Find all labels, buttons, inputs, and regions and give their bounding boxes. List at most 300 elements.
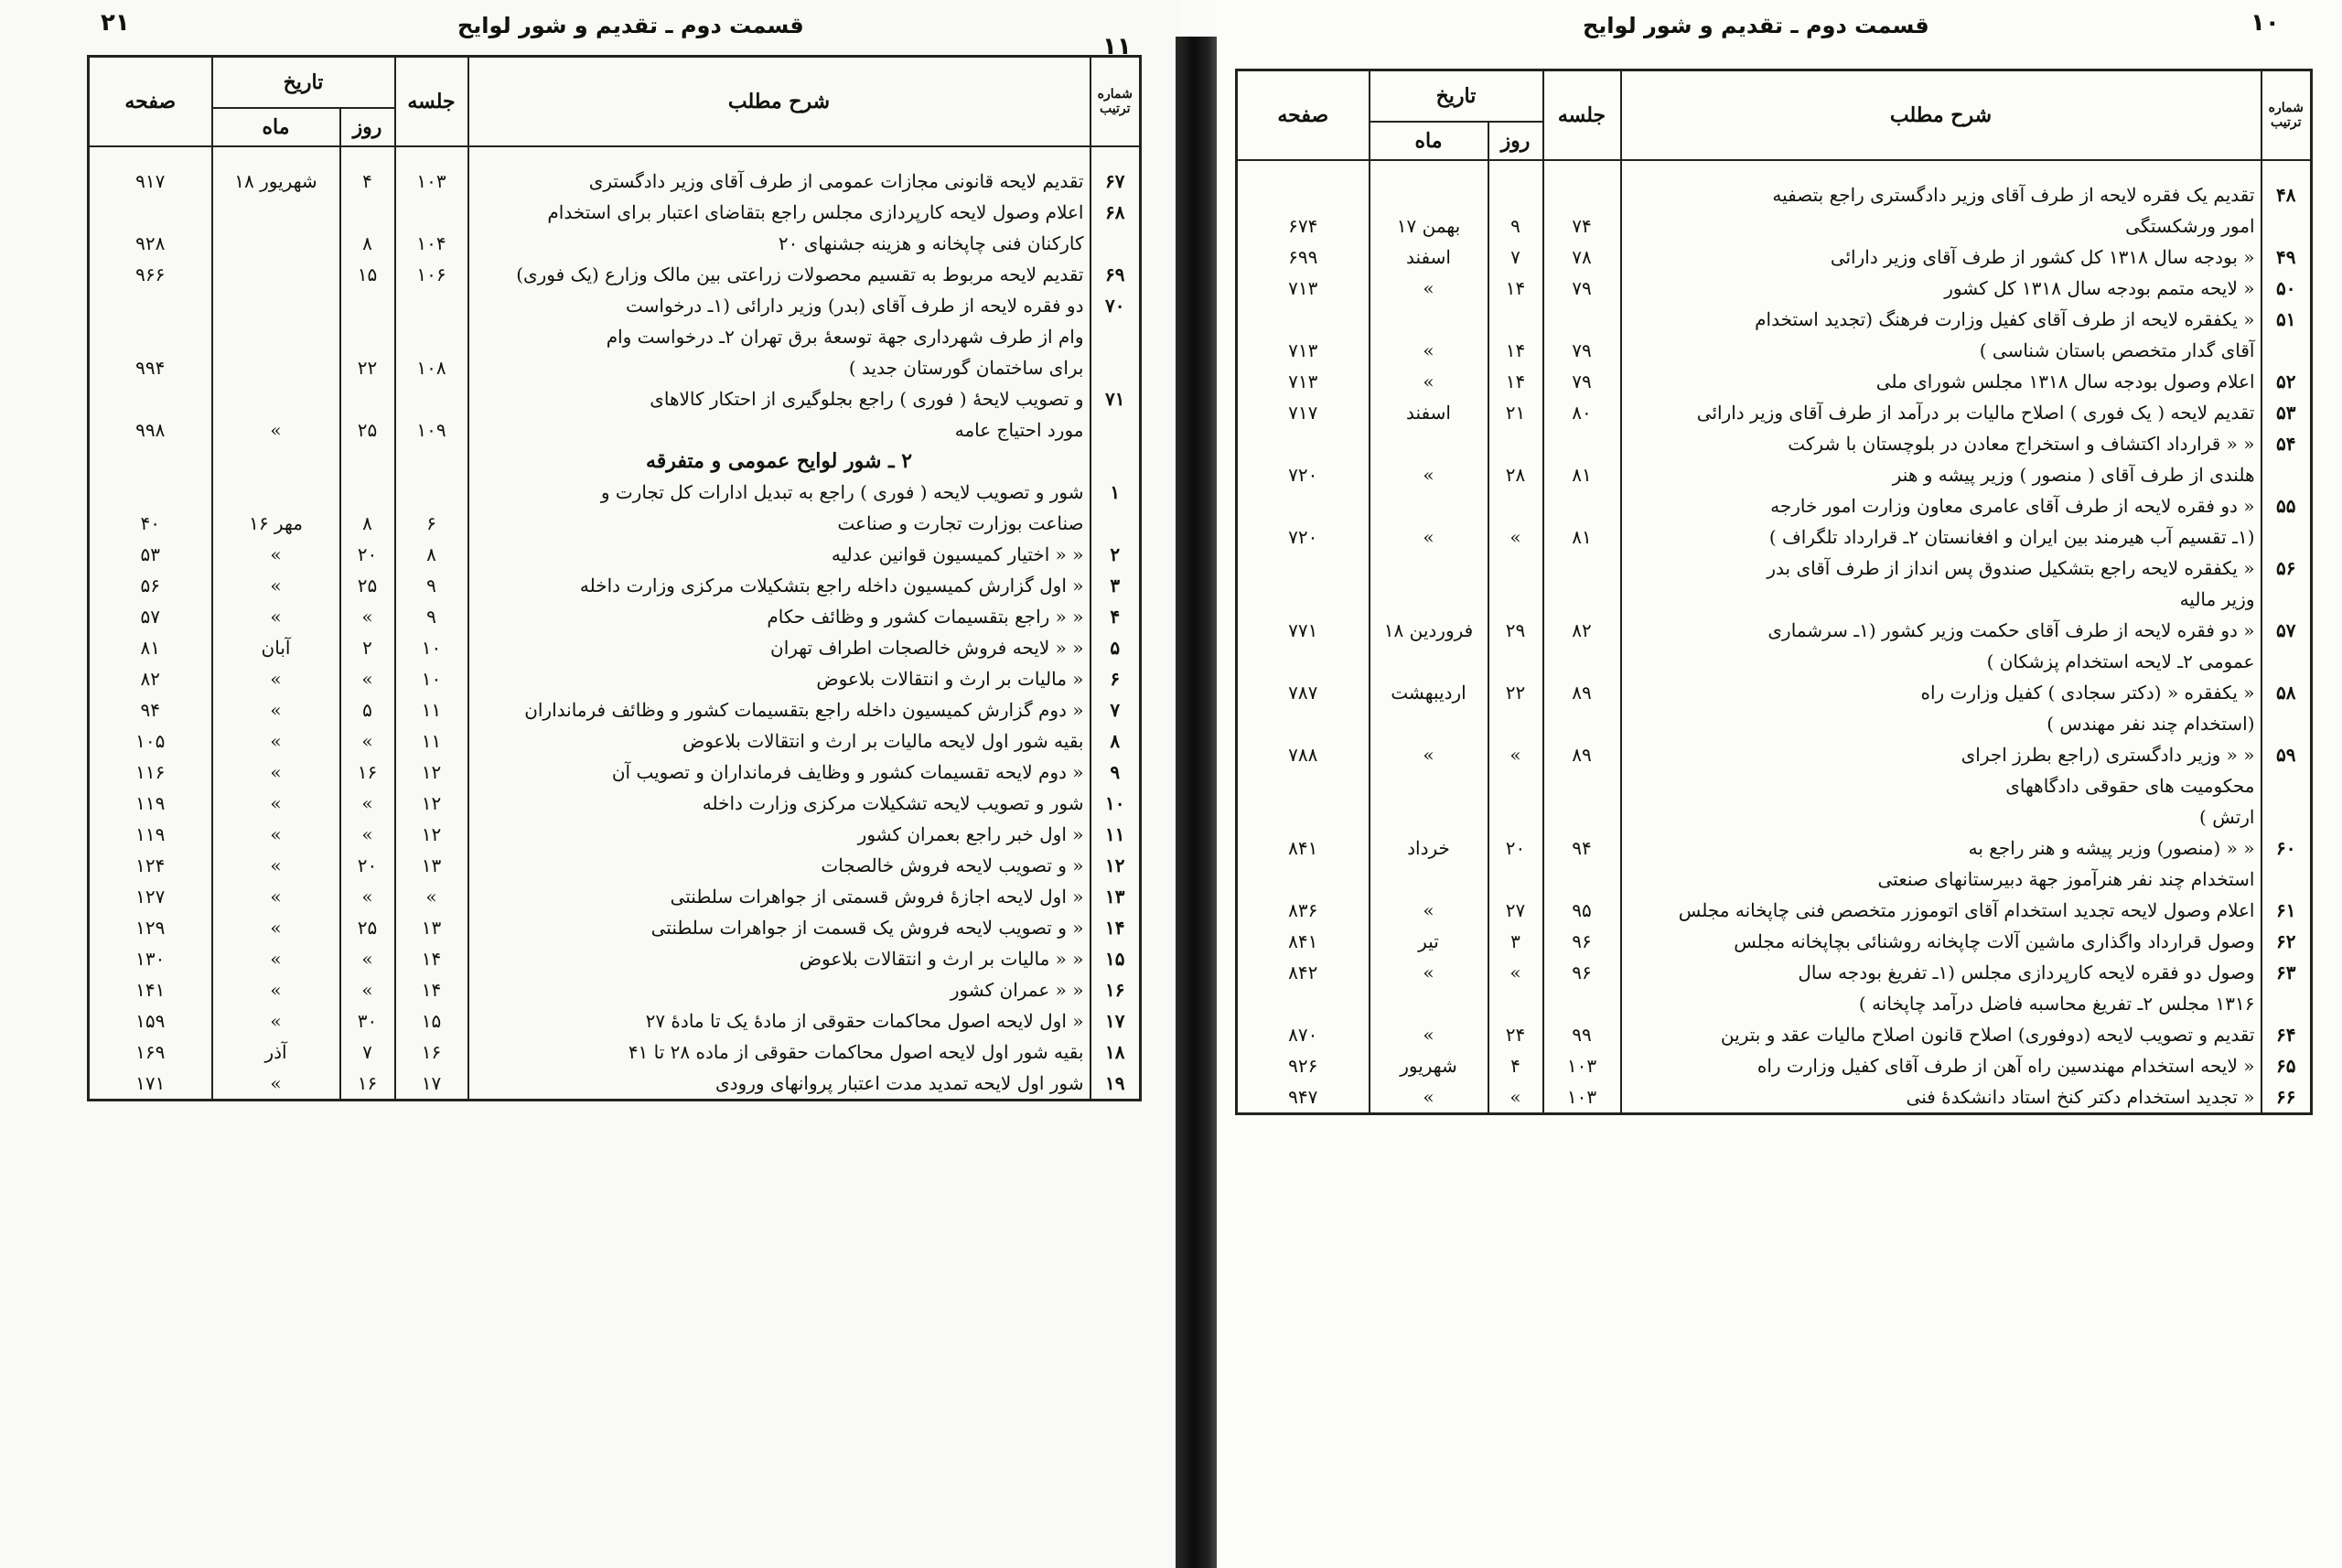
entry-session: ۱۶	[395, 1036, 468, 1068]
entry-month: آبان	[212, 632, 340, 663]
entry-month: »	[1370, 1081, 1488, 1114]
entry-number	[2261, 459, 2312, 490]
entry-page: ۸۳۶	[1237, 895, 1370, 926]
entry-number	[2261, 864, 2312, 895]
entry-day	[340, 383, 395, 414]
entry-description: تقدیم لایحه قانونی مجازات عمومی از طرف آقای وزیر دادگستری	[468, 146, 1090, 197]
entry-description: کارکنان فنی چاپخانه و هزینه جشنهای ۲۰	[468, 228, 1090, 259]
entry-description: ۱۳۱۶ مجلس ۲ـ تفریغ محاسبه فاضل درآمد چاپخانه )	[1621, 988, 2261, 1019]
entry-page	[89, 477, 212, 508]
header-date: تاریخ	[1370, 70, 1543, 123]
entry-day	[1488, 801, 1543, 832]
entry-page: ۹۱۷	[89, 146, 212, 197]
header-desc: شرح مطلب	[1621, 70, 2261, 161]
entry-page: ۷۸۷	[1237, 677, 1370, 708]
entry-day	[1488, 490, 1543, 521]
entry-day	[340, 290, 395, 321]
entry-session: ۱۲	[395, 757, 468, 788]
entry-month: »	[1370, 459, 1488, 490]
entry-number: ۵۱	[2261, 304, 2312, 335]
entry-page: ۵۶	[89, 570, 212, 601]
entry-session: »	[395, 881, 468, 912]
entry-number: ۵۸	[2261, 677, 2312, 708]
entry-number: ۶۶	[2261, 1081, 2312, 1114]
entry-number	[2261, 584, 2312, 615]
entry-month: »	[212, 912, 340, 943]
entry-page: ۹۴	[89, 694, 212, 725]
entry-number: ۶۵	[2261, 1050, 2312, 1081]
entry-month: اسفند	[1370, 242, 1488, 273]
entry-day	[1488, 708, 1543, 739]
entry-number: ۵۰	[2261, 273, 2312, 304]
entry-month: »	[212, 788, 340, 819]
entry-day	[1488, 553, 1543, 584]
entry-month: »	[212, 1068, 340, 1101]
entry-day: ۲۰	[1488, 832, 1543, 864]
entry-month: »	[212, 601, 340, 632]
entry-month: »	[212, 974, 340, 1005]
entry-day: ۱۴	[1488, 273, 1543, 304]
entry-description: ارتش )	[1621, 801, 2261, 832]
table-row	[1237, 1019, 2312, 1050]
entry-day: ۴	[1488, 1050, 1543, 1081]
table-row	[89, 1068, 1141, 1101]
entry-description: « اول گزارش کمیسیون داخله راجع بتشکیلات مرکزی وزارت داخله	[468, 570, 1090, 601]
entry-page: ۴۰	[89, 508, 212, 539]
entry-description: « لایحه استخدام مهندسین راه آهن از طرف آقای کفیل وزارت راه	[1621, 1050, 2261, 1081]
entry-description: دو فقره لایحه از طرف آقای (بدر) وزیر دارائی (۱ـ درخواست	[468, 290, 1090, 321]
entry-month: »	[1370, 895, 1488, 926]
entry-month	[212, 477, 340, 508]
entry-page	[1237, 304, 1370, 335]
entry-session	[1543, 428, 1621, 459]
entry-month: »	[1370, 335, 1488, 366]
entry-description: « « لایحه فروش خالصجات اطراف تهران	[468, 632, 1090, 663]
entry-day	[1488, 428, 1543, 459]
entry-day: »	[340, 974, 395, 1005]
entry-description: « تجدید استخدام دکتر کنخ استاد دانشکدهٔ فنی	[1621, 1081, 2261, 1114]
entry-month: خرداد	[1370, 832, 1488, 864]
entry-number: ۵	[1090, 632, 1141, 663]
table-row	[1237, 335, 2312, 366]
entry-month	[212, 197, 340, 228]
entry-page	[1237, 708, 1370, 739]
entry-number	[2261, 708, 2312, 739]
entry-number	[1090, 352, 1141, 383]
entry-page: ۸۱	[89, 632, 212, 663]
entry-month: »	[1370, 273, 1488, 304]
entry-day: ۲۷	[1488, 895, 1543, 926]
entry-month: »	[1370, 957, 1488, 988]
entry-description: « بودجه سال ۱۳۱۸ کل کشور از طرف آقای وزیر دارائی	[1621, 242, 2261, 273]
entry-number: ۳	[1090, 570, 1141, 601]
entry-session: ۱۱	[395, 725, 468, 757]
table-body	[1237, 160, 2312, 1114]
entry-description: (۱ـ تقسیم آب هیرمند بین ایران و افغانستان ۲ـ قرارداد تلگراف )	[1621, 521, 2261, 553]
entry-day: ۱۴	[1488, 335, 1543, 366]
header-day: روز	[340, 108, 395, 146]
entry-month	[1370, 988, 1488, 1019]
entry-description: محکومیت های حقوقی دادگاههای	[1621, 770, 2261, 801]
entry-page	[1237, 646, 1370, 677]
entry-page: ۵۳	[89, 539, 212, 570]
entry-month	[1370, 646, 1488, 677]
entry-day	[1488, 988, 1543, 1019]
entry-page: ۱۶۹	[89, 1036, 212, 1068]
entry-description: اعلام وصول لایحه کارپردازی مجلس راجع بتقاضای اعتبار برای استخدام	[468, 197, 1090, 228]
entry-page: ۸۲	[89, 663, 212, 694]
table-row	[1237, 739, 2312, 770]
entry-number	[2261, 210, 2312, 242]
entry-number: ۶۳	[2261, 957, 2312, 988]
entry-page: ۱۷۱	[89, 1068, 212, 1101]
entry-number: ۶۲	[2261, 926, 2312, 957]
table-row	[89, 570, 1141, 601]
entry-page: ۹۴۷	[1237, 1081, 1370, 1114]
entry-month: »	[212, 539, 340, 570]
entry-session	[395, 383, 468, 414]
entry-description: مورد احتیاج عامه	[468, 414, 1090, 446]
entry-session: ۱۰	[395, 663, 468, 694]
entry-month	[1370, 708, 1488, 739]
entry-month	[212, 290, 340, 321]
entry-number: ۵۹	[2261, 739, 2312, 770]
entry-number	[1090, 508, 1141, 539]
entry-day: »	[340, 819, 395, 850]
entry-session	[1543, 988, 1621, 1019]
entry-session: ۹	[395, 601, 468, 632]
table-row	[1237, 801, 2312, 832]
entry-number: ۱۶	[1090, 974, 1141, 1005]
entry-page: ۱۳۰	[89, 943, 212, 974]
entry-description: شور اول لایحه تمدید مدت اعتبار پروانهای ورودی	[468, 1068, 1090, 1101]
table-row	[1237, 242, 2312, 273]
entry-session: ۷۹	[1543, 366, 1621, 397]
entry-day: »	[340, 943, 395, 974]
entry-session: ۹۶	[1543, 957, 1621, 988]
entry-month: »	[212, 570, 340, 601]
table-row	[89, 1036, 1141, 1068]
header-month: ماه	[1370, 122, 1488, 160]
entry-page: ۷۸۸	[1237, 739, 1370, 770]
entry-month: بهمن ۱۷	[1370, 210, 1488, 242]
entry-day	[340, 197, 395, 228]
entry-day: ۲۰	[340, 539, 395, 570]
entry-session: ۶	[395, 508, 468, 539]
entry-number: ۱	[1090, 477, 1141, 508]
table-row	[89, 352, 1141, 383]
index-table	[87, 55, 1142, 1101]
entry-session	[1543, 490, 1621, 521]
entry-page	[89, 383, 212, 414]
entry-session	[1543, 584, 1621, 615]
entry-description: عمومی ۲ـ لایحه استخدام پزشکان )	[1621, 646, 2261, 677]
entry-session: ۱۲	[395, 788, 468, 819]
entry-day: ۵	[340, 694, 395, 725]
table-row	[89, 197, 1141, 228]
entry-day: »	[1488, 1081, 1543, 1114]
entry-number: ۵۲	[2261, 366, 2312, 397]
entry-day: ۲۲	[1488, 677, 1543, 708]
entry-day: ۸	[340, 228, 395, 259]
entry-session	[395, 290, 468, 321]
entry-day	[340, 446, 395, 477]
entry-day: ۲۴	[1488, 1019, 1543, 1050]
entry-day: »	[340, 663, 395, 694]
entry-session: ۸۹	[1543, 677, 1621, 708]
entry-day: ۱۶	[340, 1068, 395, 1101]
entry-day: ۲	[340, 632, 395, 663]
entry-month	[1370, 160, 1488, 210]
entry-session: ۱۰۴	[395, 228, 468, 259]
entry-month: »	[212, 725, 340, 757]
table-row	[1237, 553, 2312, 584]
entry-description: « دوم گزارش کمیسیون داخله راجع بتقسیمات کشور و وظائف فرمانداران	[468, 694, 1090, 725]
entry-month	[1370, 428, 1488, 459]
table-row	[89, 508, 1141, 539]
entry-session: ۱۰	[395, 632, 468, 663]
entry-day: ۴	[340, 146, 395, 197]
entry-month: »	[212, 414, 340, 446]
entry-page: ۱۲۹	[89, 912, 212, 943]
entry-day: »	[1488, 957, 1543, 988]
entry-session	[395, 477, 468, 508]
table-row	[1237, 304, 2312, 335]
entry-session: ۸۲	[1543, 615, 1621, 646]
entry-month: »	[212, 943, 340, 974]
table-row	[89, 383, 1141, 414]
table-row	[1237, 1050, 2312, 1081]
entry-session	[1543, 553, 1621, 584]
header-page: صفحه	[89, 57, 212, 147]
entry-month: »	[1370, 366, 1488, 397]
header-num: شماره ترتیب	[1090, 57, 1141, 147]
entry-month	[1370, 490, 1488, 521]
entry-page: ۷۱۷	[1237, 397, 1370, 428]
entry-session: ۱۲	[395, 819, 468, 850]
entry-month: اردیبهشت	[1370, 677, 1488, 708]
entry-page	[1237, 553, 1370, 584]
entry-day: ۳۰	[340, 1005, 395, 1036]
entry-day: »	[340, 788, 395, 819]
table-row	[89, 663, 1141, 694]
table-row	[89, 694, 1141, 725]
table-row	[89, 912, 1141, 943]
header-day: روز	[1488, 122, 1543, 160]
table-row	[1237, 988, 2312, 1019]
entry-day: »	[340, 881, 395, 912]
entry-page: ۸۷۰	[1237, 1019, 1370, 1050]
entry-number	[2261, 646, 2312, 677]
entry-number: ۷	[1090, 694, 1141, 725]
entry-day	[1488, 770, 1543, 801]
entry-day: »	[1488, 521, 1543, 553]
entry-page: ۵۷	[89, 601, 212, 632]
entry-number: ۱۸	[1090, 1036, 1141, 1068]
entry-number: ۱۴	[1090, 912, 1141, 943]
entry-session	[1543, 864, 1621, 895]
entry-number: ۱۳	[1090, 881, 1141, 912]
entry-session: ۱۰۸	[395, 352, 468, 383]
entry-session	[1543, 304, 1621, 335]
entry-description: « دو فقره لایحه از طرف آقای عامری معاون وزارت امور خارجه	[1621, 490, 2261, 521]
entry-day: ۲۰	[340, 850, 395, 881]
table-row	[89, 632, 1141, 663]
table-row	[1237, 210, 2312, 242]
entry-session: ۸۱	[1543, 521, 1621, 553]
entry-session: ۷۹	[1543, 335, 1621, 366]
entry-month: »	[1370, 1019, 1488, 1050]
entry-session: ۹۶	[1543, 926, 1621, 957]
entry-session: ۱۰۶	[395, 259, 468, 290]
entry-day: »	[340, 601, 395, 632]
entry-day: ۷	[340, 1036, 395, 1068]
entry-day: ۲۵	[340, 570, 395, 601]
table-row	[1237, 273, 2312, 304]
entry-session: ۸۹	[1543, 739, 1621, 770]
table-row	[89, 477, 1141, 508]
entry-page	[89, 321, 212, 352]
entry-description: صناعت بوزارت تجارت و صناعت	[468, 508, 1090, 539]
entry-page: ۷۲۰	[1237, 521, 1370, 553]
entry-description: تقدیم و تصویب لایحه (دوفوری) اصلاح قانون اصلاح مالیات عقد و بترین	[1621, 1019, 2261, 1050]
entry-day: ۷	[1488, 242, 1543, 273]
table-row	[89, 819, 1141, 850]
entry-month: »	[212, 819, 340, 850]
center-number: ۱۱	[1102, 33, 1132, 60]
entry-description: استخدام چند نفر هنرآموز جهة دبیرستانهای صنعتی	[1621, 864, 2261, 895]
entry-description: شور و تصویب لایحه ( فوری ) راجع به تبدیل ادارات کل تجارت و	[468, 477, 1090, 508]
entry-description: ۲ ـ شور لوایح عمومی و متفرقه	[468, 446, 1090, 477]
section-heading-row	[89, 446, 1141, 477]
entry-month	[212, 446, 340, 477]
entry-description: « « عمران کشور	[468, 974, 1090, 1005]
entry-number: ۴	[1090, 601, 1141, 632]
entry-description: امور ورشکستگی	[1621, 210, 2261, 242]
entry-page: ۱۱۶	[89, 757, 212, 788]
entry-number	[1090, 321, 1141, 352]
table-row	[1237, 677, 2312, 708]
entry-day	[1488, 584, 1543, 615]
table-row	[89, 601, 1141, 632]
entry-page: ۹۶۶	[89, 259, 212, 290]
entry-number: ۴۸	[2261, 160, 2312, 210]
page-number: ۱۰	[2251, 9, 2280, 37]
entry-number: ۶۰	[2261, 832, 2312, 864]
entry-description: اعلام وصول بودجه سال ۱۳۱۸ مجلس شورای ملی	[1621, 366, 2261, 397]
entry-number	[2261, 801, 2312, 832]
entry-description: « دوم لایحه تقسیمات کشور و وظایف فرمانداران و تصویب آن	[468, 757, 1090, 788]
header-month: ماه	[212, 108, 340, 146]
entry-month: »	[1370, 521, 1488, 553]
entry-page: ۷۱۳	[1237, 335, 1370, 366]
entry-number: ۷۰	[1090, 290, 1141, 321]
entry-day	[1488, 160, 1543, 210]
entry-month	[1370, 553, 1488, 584]
entry-month: »	[1370, 739, 1488, 770]
entry-description: « یکفقره « (دکتر سجادی ) کفیل وزارت راه	[1621, 677, 2261, 708]
entry-session: ۱۰۳	[1543, 1081, 1621, 1114]
table-row	[89, 1005, 1141, 1036]
entry-session	[1543, 801, 1621, 832]
entry-month: »	[212, 757, 340, 788]
entry-session: ۱۳	[395, 850, 468, 881]
entry-day: ۳	[1488, 926, 1543, 957]
entry-description: « یکفقره لایحه از طرف آقای کفیل وزارت فرهنگ (تجدید استخدام	[1621, 304, 2261, 335]
entry-day: ۲۸	[1488, 459, 1543, 490]
entry-number: ۵۳	[2261, 397, 2312, 428]
entry-number	[1090, 446, 1141, 477]
entry-session: ۷۸	[1543, 242, 1621, 273]
entry-description: تقدیم یک فقره لایحه از طرف آقای وزیر دادگستری راجع بتصفیه	[1621, 160, 2261, 210]
entry-number: ۵۷	[2261, 615, 2312, 646]
table-row	[1237, 397, 2312, 428]
entry-session: ۹	[395, 570, 468, 601]
entry-day	[1488, 304, 1543, 335]
entry-month: فروردین ۱۸	[1370, 615, 1488, 646]
table-row	[1237, 160, 2312, 210]
entry-month: »	[212, 694, 340, 725]
entry-page: ۹۹۸	[89, 414, 212, 446]
entry-description: « مالیات بر ارث و انتقالات بلاعوض	[468, 663, 1090, 694]
entry-page	[1237, 428, 1370, 459]
entry-month	[212, 352, 340, 383]
entry-number	[2261, 988, 2312, 1019]
table-row	[89, 259, 1141, 290]
entry-month: »	[212, 663, 340, 694]
entry-day: ۲۱	[1488, 397, 1543, 428]
entry-month	[1370, 770, 1488, 801]
table-row	[89, 539, 1141, 570]
entry-day: ۸	[340, 508, 395, 539]
entry-number: ۶۴	[2261, 1019, 2312, 1050]
entry-month: »	[212, 850, 340, 881]
entry-number: ۱۷	[1090, 1005, 1141, 1036]
entry-number: ۵۴	[2261, 428, 2312, 459]
entry-description: وام از طرف شهرداری جهة توسعهٔ برق تهران ۲ـ درخواست وام	[468, 321, 1090, 352]
entry-session: ۱۰۳	[1543, 1050, 1621, 1081]
entry-page	[1237, 160, 1370, 210]
table-row	[1237, 490, 2312, 521]
table-row	[89, 321, 1141, 352]
entry-number: ۱۲	[1090, 850, 1141, 881]
table-row	[1237, 521, 2312, 553]
entry-month: »	[212, 1005, 340, 1036]
entry-description: شور و تصویب لایحه تشکیلات مرکزی وزارت داخله	[468, 788, 1090, 819]
entry-month	[212, 259, 340, 290]
entry-number: ۱۰	[1090, 788, 1141, 819]
entry-page: ۱۲۴	[89, 850, 212, 881]
entry-page: ۱۰۵	[89, 725, 212, 757]
entry-session: ۱۰۹	[395, 414, 468, 446]
entry-description: « « (منصور) وزیر پیشه و هنر راجع به	[1621, 832, 2261, 864]
table-row	[1237, 770, 2312, 801]
entry-description: برای ساختمان گورستان جدید )	[468, 352, 1090, 383]
entry-number: ۵۵	[2261, 490, 2312, 521]
table-row	[89, 974, 1141, 1005]
table-row	[89, 290, 1141, 321]
entry-number: ۲	[1090, 539, 1141, 570]
entry-session: ۱۵	[395, 1005, 468, 1036]
entry-session	[395, 446, 468, 477]
entry-number	[2261, 770, 2312, 801]
entry-page: ۱۱۹	[89, 819, 212, 850]
entry-page: ۱۵۹	[89, 1005, 212, 1036]
entry-description: « اول خبر راجع بعمران کشور	[468, 819, 1090, 850]
entry-month: »	[212, 881, 340, 912]
running-head: قسمت دوم ـ تقدیم و شور لوایح	[457, 13, 804, 38]
entry-session: ۱۴	[395, 974, 468, 1005]
